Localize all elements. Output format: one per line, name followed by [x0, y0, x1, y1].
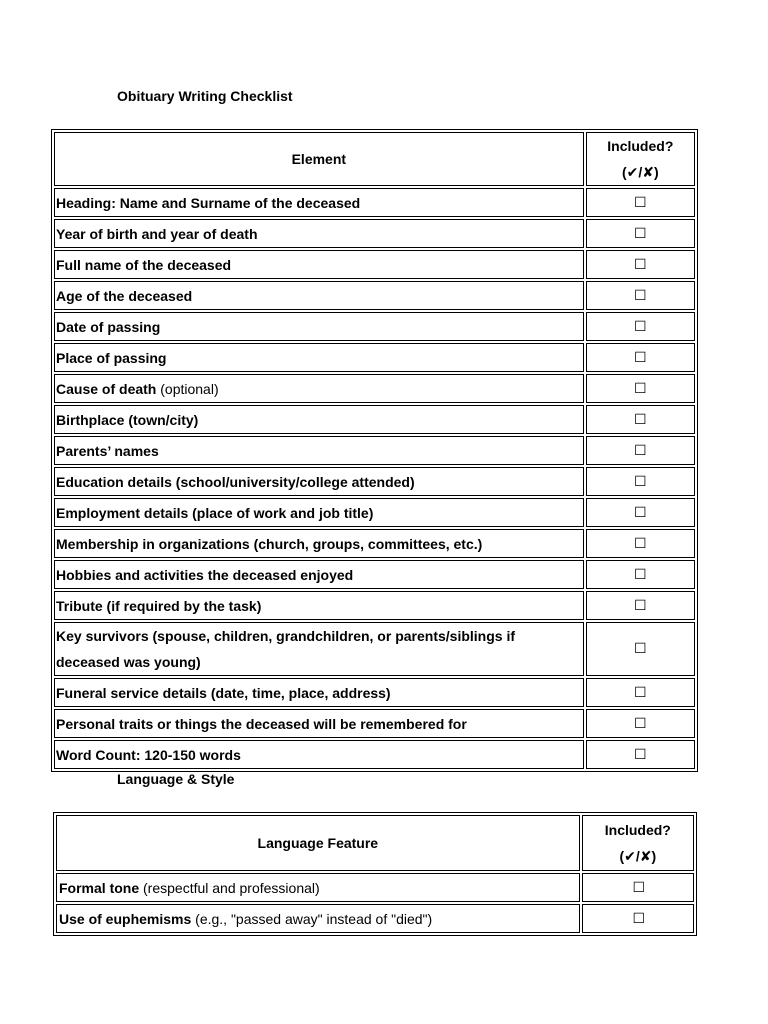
checkbox-icon[interactable]: ☐ — [634, 472, 647, 489]
checklist-item — [54, 709, 584, 738]
language-style-table — [53, 812, 697, 936]
table-row — [54, 188, 695, 217]
checkbox-icon[interactable]: ☐ — [634, 286, 647, 303]
checklist-item-label: Personal traits or things the deceased will be remembered for — [56, 715, 467, 732]
checkbox-cell — [586, 343, 695, 372]
checkbox-cell — [586, 560, 695, 589]
column-header-included — [582, 815, 694, 871]
checkbox-icon[interactable]: ☐ — [632, 909, 646, 926]
checkbox-icon[interactable]: ☐ — [634, 410, 647, 427]
checkbox-cell — [586, 312, 695, 341]
checkbox-cell — [586, 250, 695, 279]
table-row — [54, 467, 695, 496]
checklist-item-label: Birthplace (town/city) — [56, 411, 199, 428]
page-title: Obituary Writing Checklist — [117, 88, 293, 104]
checkbox-cell — [582, 873, 694, 902]
checkbox-icon[interactable]: ☐ — [634, 683, 647, 700]
table-row — [54, 591, 695, 620]
checklist-item-label: Formal tone — [59, 879, 140, 896]
checklist-item — [54, 312, 584, 341]
checklist-item — [56, 873, 580, 902]
section-title-language-style: Language & Style — [117, 771, 235, 787]
checklist-item — [54, 591, 584, 620]
checkbox-cell — [586, 374, 695, 403]
column-header-included-label: Included? — [604, 822, 671, 838]
checklist-item-note: (optional) — [156, 380, 219, 397]
checklist-item-label: Funeral service details (date, time, place, address) — [56, 684, 391, 701]
checklist-item-label: Employment details (place of work and job title) — [56, 504, 374, 521]
checklist-item-label: Heading: Name and Surname of the deceased — [56, 194, 361, 211]
checklist-item-label: Cause of death — [56, 380, 157, 397]
table-header-row — [56, 815, 694, 871]
column-header-included-label: Included? — [607, 138, 674, 154]
checklist-item-label: Place of passing — [56, 349, 167, 366]
column-header-language-feature: Language Feature — [56, 815, 580, 871]
checklist-item-label: Hobbies and activities the deceased enjoyed — [56, 566, 354, 583]
checkbox-icon[interactable]: ☐ — [632, 878, 646, 895]
table-row — [54, 281, 695, 310]
checkbox-icon[interactable]: ☐ — [634, 441, 647, 458]
table-row — [54, 740, 695, 769]
checkbox-icon[interactable]: ☐ — [634, 348, 647, 365]
table-row — [54, 709, 695, 738]
checkbox-icon[interactable]: ☐ — [634, 379, 647, 396]
checklist-item — [54, 678, 584, 707]
column-header-element: Element — [54, 132, 584, 186]
checkbox-cell — [586, 405, 695, 434]
checklist-item — [54, 498, 584, 527]
table-row — [54, 219, 695, 248]
table-row — [54, 560, 695, 589]
checklist-item-label: Use of euphemisms — [59, 910, 192, 927]
table-row — [54, 250, 695, 279]
checkbox-icon[interactable]: ☐ — [634, 714, 647, 731]
checkbox-icon[interactable]: ☐ — [634, 224, 647, 241]
checkbox-cell — [586, 436, 695, 465]
table-row — [54, 436, 695, 465]
checkbox-cell — [586, 281, 695, 310]
checkbox-cell — [586, 467, 695, 496]
checkbox-icon[interactable]: ☐ — [634, 193, 647, 210]
checkbox-cell — [586, 219, 695, 248]
checklist-item-label: Membership in organizations (church, groups, committees, etc.) — [56, 535, 483, 552]
checklist-item-label: Full name of the deceased — [56, 256, 232, 273]
table-row — [54, 622, 695, 676]
checklist-item — [54, 529, 584, 558]
checklist-item-note: (e.g., "passed away" instead of "died") — [191, 910, 433, 927]
checklist-item — [54, 560, 584, 589]
table-row — [54, 343, 695, 372]
checklist-item — [54, 219, 584, 248]
checkbox-cell — [586, 591, 695, 620]
checklist-item-label: Age of the deceased — [56, 287, 193, 304]
checklist-item-label: Word Count: 120-150 words — [56, 746, 241, 763]
checkbox-cell — [582, 904, 694, 933]
checkbox-cell — [586, 188, 695, 217]
checkbox-icon[interactable]: ☐ — [634, 596, 647, 613]
table-row — [56, 873, 694, 902]
column-header-included-marks: (✔/✘) — [619, 848, 657, 864]
checkbox-icon[interactable]: ☐ — [634, 640, 647, 656]
checkbox-icon[interactable]: ☐ — [634, 317, 647, 334]
checkbox-icon[interactable]: ☐ — [634, 503, 647, 520]
checkbox-icon[interactable]: ☐ — [634, 534, 647, 551]
table-row — [54, 678, 695, 707]
table-row — [54, 405, 695, 434]
checklist-item — [56, 904, 580, 933]
checkbox-cell — [586, 709, 695, 738]
checklist-item-label: Key survivors (spouse, children, grandchildren, or parents/siblings if deceased was young) — [56, 628, 515, 670]
table-row — [54, 374, 695, 403]
checklist-item-label: Tribute (if required by the task) — [56, 597, 262, 614]
checklist-item — [54, 374, 584, 403]
checklist-item-label: Date of passing — [56, 318, 161, 335]
checklist-item — [54, 343, 584, 372]
checklist-item — [54, 250, 584, 279]
checkbox-cell — [586, 740, 695, 769]
table-row — [56, 904, 694, 933]
checklist-item-note: (respectful and professional) — [139, 879, 320, 896]
checklist-item — [54, 281, 584, 310]
checklist-item — [54, 405, 584, 434]
table-row — [54, 312, 695, 341]
checkbox-cell — [586, 622, 695, 676]
checkbox-icon[interactable]: ☐ — [634, 565, 647, 582]
checkbox-icon[interactable]: ☐ — [634, 745, 647, 762]
checklist-item — [54, 467, 584, 496]
checkbox-icon[interactable]: ☐ — [634, 255, 647, 272]
column-header-included — [586, 132, 695, 186]
obituary-checklist-table — [51, 129, 698, 772]
checklist-item-label: Year of birth and year of death — [56, 225, 258, 242]
checklist-item — [54, 436, 584, 465]
table-row — [54, 529, 695, 558]
table-header-row — [54, 132, 695, 186]
column-header-included-marks: (✔/✘) — [621, 164, 659, 180]
checklist-item — [54, 622, 584, 676]
checklist-item-label: Parents’ names — [56, 442, 159, 459]
checklist-item-label: Education details (school/university/college attended) — [56, 473, 415, 490]
checkbox-cell — [586, 529, 695, 558]
checklist-item — [54, 188, 584, 217]
checkbox-cell — [586, 498, 695, 527]
checkbox-cell — [586, 678, 695, 707]
checklist-item — [54, 740, 584, 769]
table-row — [54, 498, 695, 527]
